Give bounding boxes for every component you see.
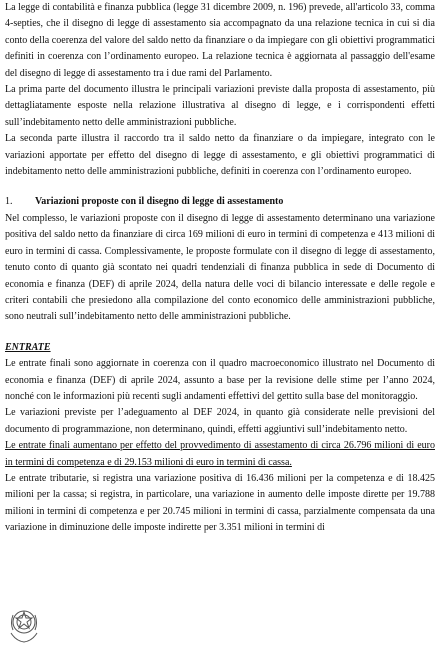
intro-paragraph-3: La seconda parte illustra il raccordo tra il saldo netto da finanziare o da impiegare, integrato con le variazioni apportate per effetto del disegno di legge di assestamento, e gli obiettivi programmatici di indebitamento netto delle amministrazioni pubbliche, definiti in coerenza con l’ordinamento europeo. [5, 133, 435, 178]
intro-paragraph-1 [5, 0, 435, 82]
section-1-number: 1. [5, 196, 13, 208]
entrate-paragraph-2: Le variazioni previste per l’adeguamento al DEF 2024, in quanto già considerate nelle previsioni del documento di programmazione, non determinano, quindi, effetti aggiuntivi sull’indebitamento netto. [5, 407, 435, 435]
section-1-title: Variazioni proposte con il disegno di legge di assestamento [35, 196, 284, 208]
entrate-heading: ENTRATE [5, 341, 51, 353]
section-1-heading [5, 194, 435, 210]
entrate-paragraph-1: Le entrate finali sono aggiornate in coerenza con il quadro macroeconomico illustrato nel Documento di economia e finanza (DEF) di aprile 2024, assunto a base per la revisione delle stime per l’anno 2024, nonché con le informazioni più recenti sugli andamenti effettivi del gettito sulla base del monitoraggio. [5, 358, 435, 402]
intro-paragraph-2: La prima parte del documento illustra le principali variazioni previste dalla proposta di assestamento, più dettagliatamente esposte nella relazione illustrativa al disegno di legge, e i corrispondenti effetti sull’indebitamento netto delle amministrazioni pubbliche. [5, 84, 435, 128]
republic-emblem-icon [6, 603, 42, 645]
entrate-summary-underlined: Le entrate finali aumentano per effetto del provvedimento di assestamento di circa 26.796 milioni di euro in termini di competenza e di 29.153 milioni di euro in termini di cassa. [5, 440, 435, 468]
intro-paragraph-1-text: La legge di contabilità e finanza pubblica (legge 31 dicembre 2009, n. 196) prevede, all'articolo 33, comma 4-septies, che il disegno di legge di assestamento sia accompagnato da una relazione tecnica in cui si dia conto della coerenza del valore del saldo netto da finanziare o da impiegare con gli obiettivi programmatici definiti in coerenza con l’ordinamento europeo. [5, 2, 435, 63]
spacer [5, 180, 435, 194]
section-1-paragraph: Nel complesso, le variazioni proposte con il disegno di legge di assestamento determinano una variazione positiva del saldo netto da finanziare di circa 169 milioni di euro in termini di competenza e 413 milioni di euro in termini di cassa. Complessivamente, le proposte formulate con il disegno di legge di assestamento, tenuto conto di quanto già scontato nei quadri tendenziali di finanza pubblica in sede di Documento di economia e finanza (DEF) di aprile 2024, della natura delle voci di bilancio interessate e delle regole e criteri contabili che presiedono alla compilazione del conto economico delle amministrazioni pubbliche, sono neutrali sull’indebitamento netto delle amministrazioni pubbliche. [5, 212, 435, 323]
intro-paragraph-1-update-note: La relazione tecnica è aggiornata al passaggio dell'esame del disegno di legge di assestamento tra i due rami del Parlamento. [5, 51, 435, 79]
document-page [5, 0, 435, 537]
entrate-paragraph-4: Le entrate tributarie, si registra una variazione positiva di 16.436 milioni per la competenza e di 18.425 milioni per la cassa; si registra, in particolare, una variazione in aumento delle imposte dirette per 19.788 milioni in termini di competenza e per 20.745 milioni in termini di cassa, parzialmente compensata da una variazione in diminuzione delle imposte indirette per 3.351 milioni in termini di [5, 472, 435, 534]
spacer [5, 326, 435, 340]
